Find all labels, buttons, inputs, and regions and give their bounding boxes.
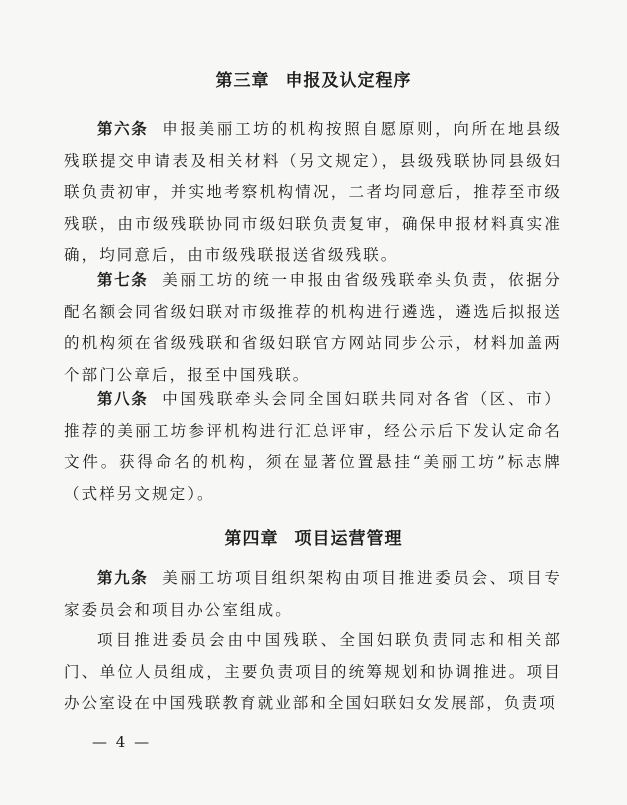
chapter-4-name: 项目运营管理 [294,529,403,549]
article-6-paragraph [64,114,562,272]
article-9-label: 第九条 [97,569,149,587]
article-8-label: 第八条 [97,390,149,408]
article-9-paragraph [64,563,562,626]
article-7-paragraph [64,265,562,391]
chapter-4-number: 第四章 [224,529,279,549]
article-8-paragraph [64,384,562,510]
committee-paragraph [64,625,562,720]
chapter-4-title [0,524,627,549]
page-number: — 4 — [92,733,152,751]
article-6-label: 第六条 [97,120,149,138]
article-7-label: 第七条 [97,271,149,289]
article-8-text: 中国残联牵头会同全国妇联共同对各省（区、市）推荐的美丽工坊参评机构进行汇总评审，经公示后下发认定命名文件。获得命名的机构，须在显著位置悬挂“美丽工坊”标志牌（式样另文规定）。 [64,390,562,503]
committee-text: 项目推进委员会由中国残联、全国妇联负责同志和相关部门、单位人员组成，主要负责项目的统筹规划和协调推进。项目办公室设在中国残联教育就业部和全国妇联妇女发展部，负责项 [64,631,562,712]
article-9-text: 美丽工坊项目组织架构由项目推进委员会、项目专家委员会和项目办公室组成。 [64,569,562,619]
chapter-3-name: 申报及认定程序 [285,71,412,91]
chapter-3-title [0,66,627,91]
chapter-3-number: 第三章 [215,71,270,91]
article-7-text: 美丽工坊的统一申报由省级残联牵头负责，依据分配名额会同省级妇联对市级推荐的机构进行遴选，遴选后拟报送的机构须在省级残联和省级妇联官方网站同步公示，材料加盖两个部门公章后，报至中国残联。 [64,271,562,384]
article-6-text: 申报美丽工坊的机构按照自愿原则，向所在地县级残联提交申请表及相关材料（另文规定），县级残联协同县级妇联负责初审，并实地考察机构情况，二者均同意后，推荐至市级残联，由市级残联协同市级妇联负责复审，确保申报材料真实准确，均同意后，由市级残联报送省级残联。 [64,120,562,264]
